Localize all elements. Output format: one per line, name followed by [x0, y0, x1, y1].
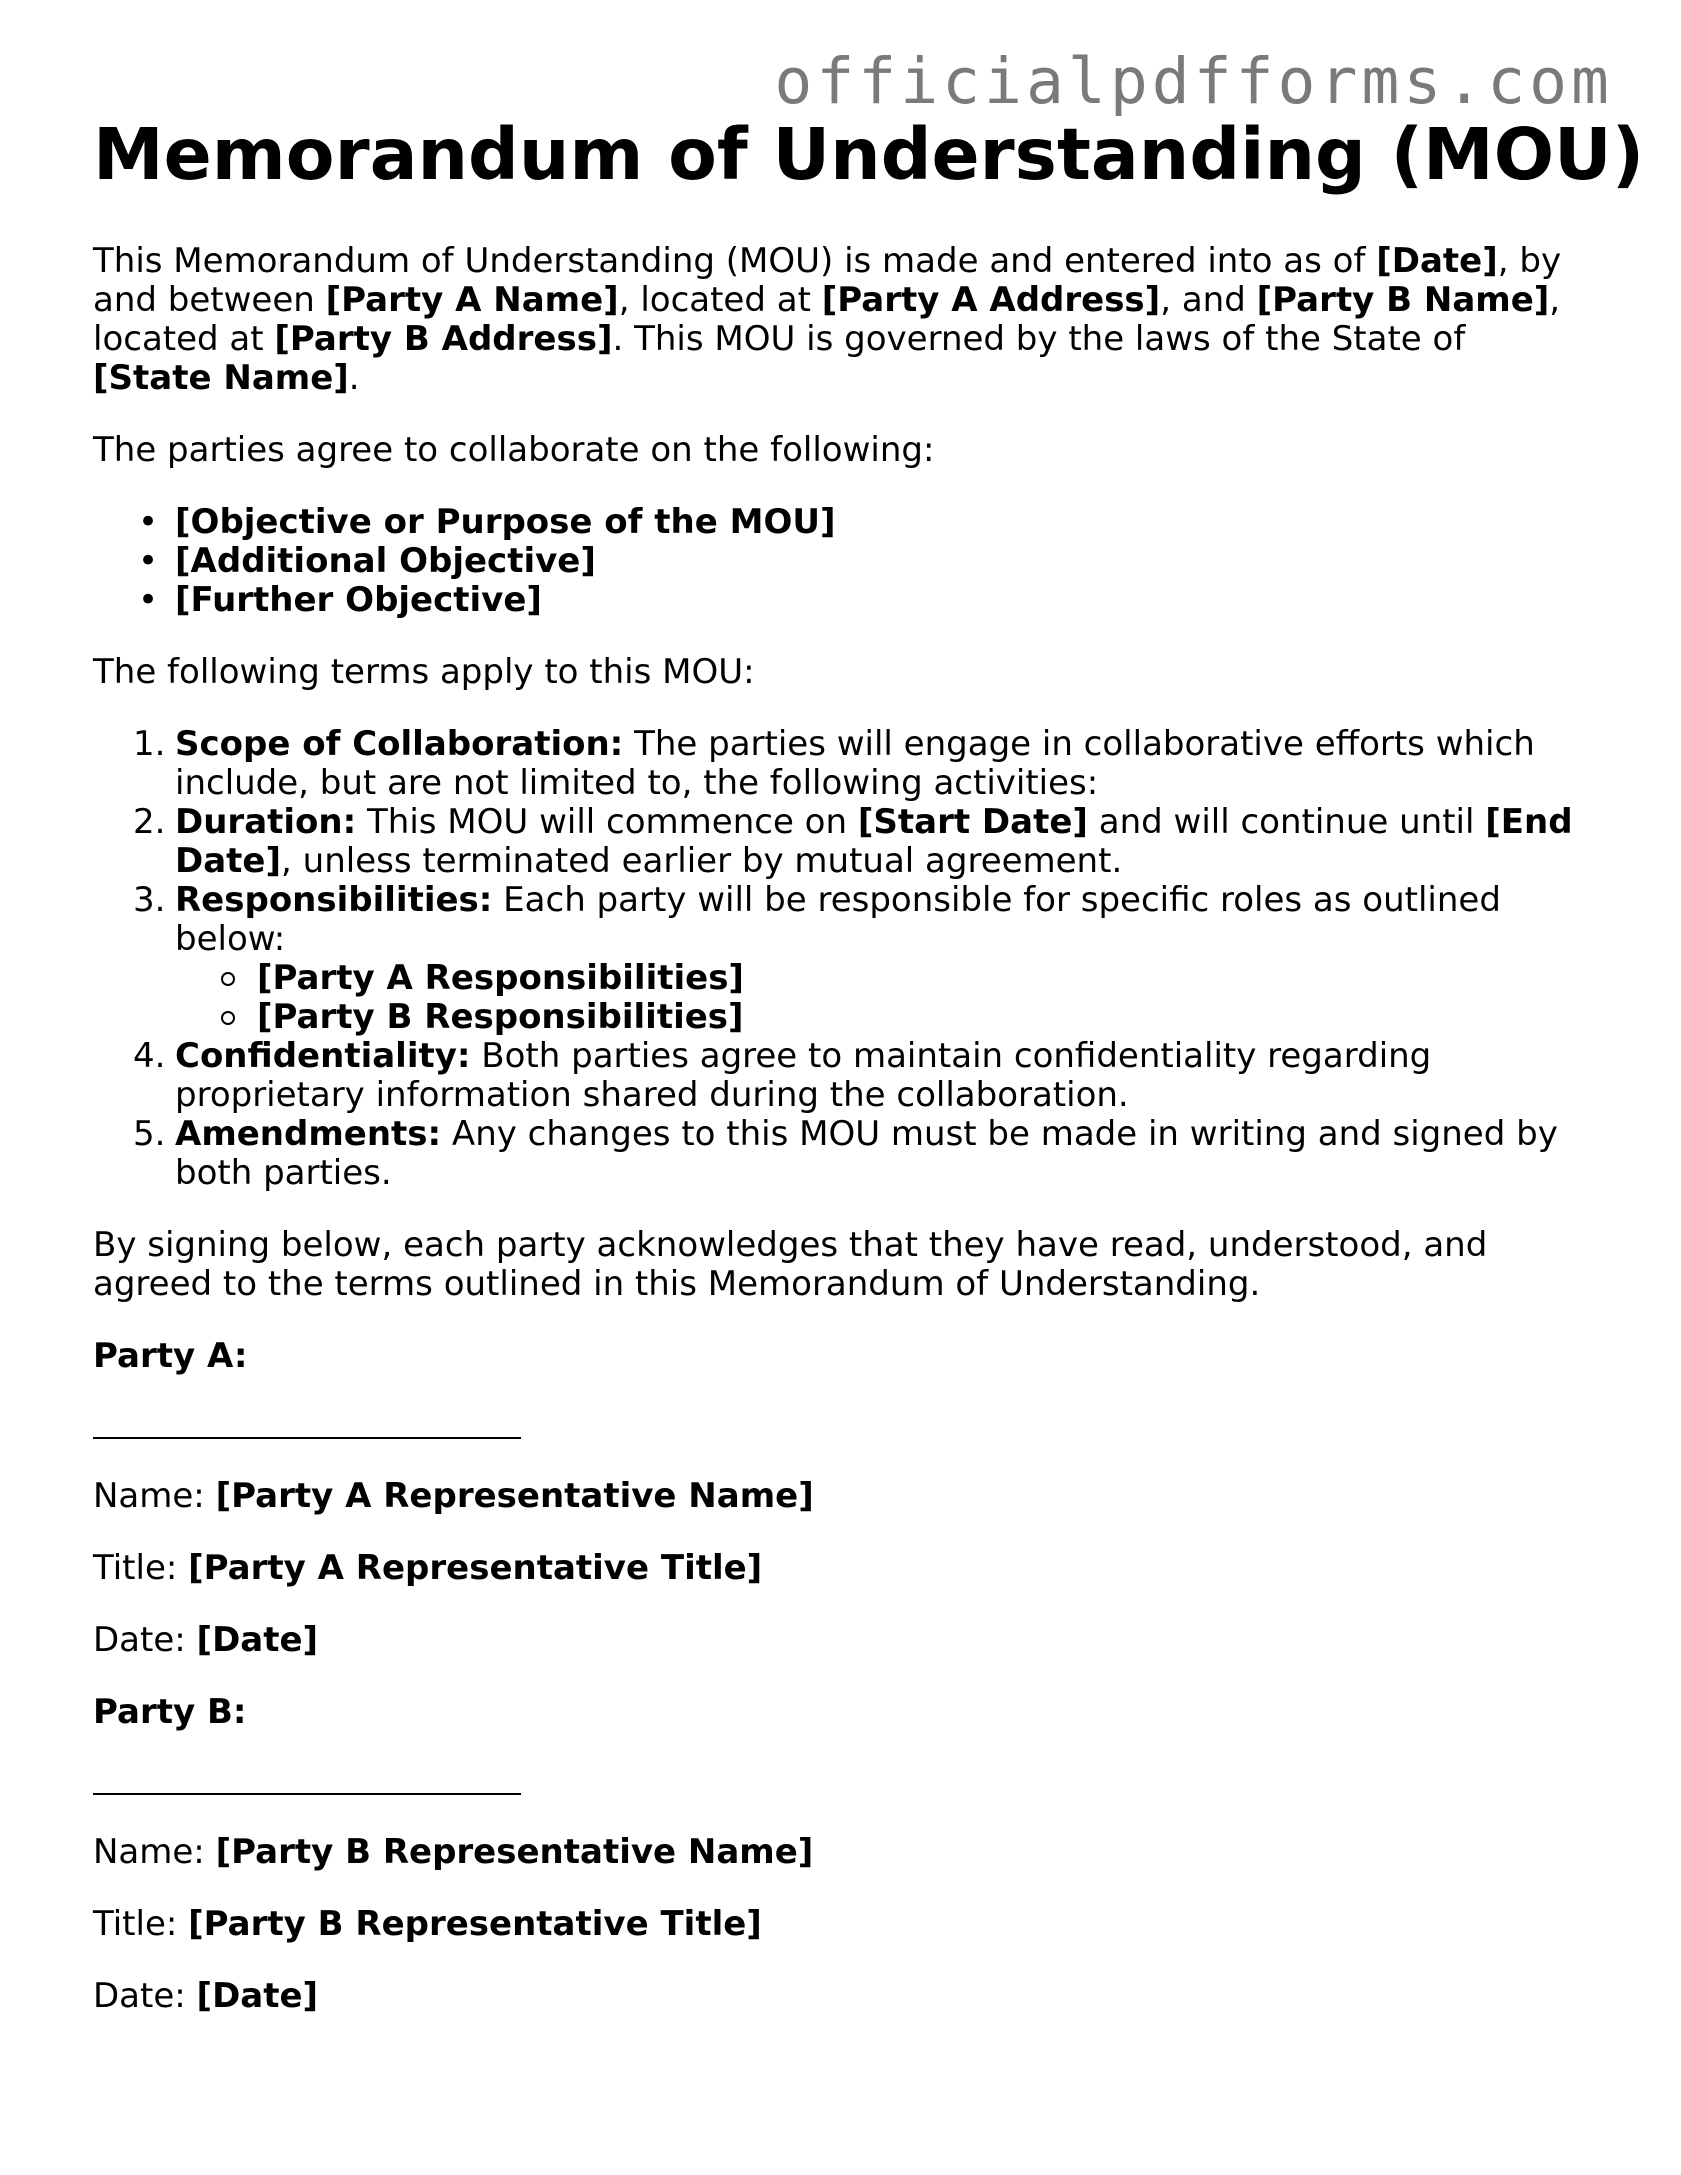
party-b-signature-block [93, 1693, 1593, 2016]
objectives-list [93, 503, 1593, 620]
party-a-address-placeholder: [Party A Address] [821, 280, 1161, 320]
end-date-placeholder: [End Date] [175, 802, 1573, 881]
watermark: officialpdfforms.com [774, 45, 1613, 118]
term-responsibilities: 3. Responsibilities: Each party will be responsible for specific roles as outlined below: [Party A Responsibilities] [Party B Responsibilities] [175, 881, 1593, 1037]
party-a-signature-line[interactable] [93, 1437, 521, 1439]
terms-list [93, 725, 1593, 1193]
party-a-title-row: Title: [Party A Representative Title] [93, 1548, 763, 1588]
party-a-heading: Party A: [93, 1336, 248, 1376]
list-item: • [Additional Objective] [175, 542, 1593, 581]
list-item: • [Further Objective] [175, 581, 1593, 620]
list-item: [Party A Responsibilities] [257, 959, 1593, 998]
party-b-signature-line[interactable] [93, 1793, 521, 1795]
collaboration-intro: The parties agree to collaborate on the following: [93, 430, 935, 470]
party-a-signature-block [93, 1337, 1593, 1660]
start-date-placeholder: [Start Date] [857, 802, 1088, 842]
party-a-name-placeholder: [Party A Name] [325, 280, 619, 320]
party-a-date-row: Date: [Date] [93, 1620, 319, 1660]
intro-paragraph: This Memorandum of Understanding (MOU) is made and entered into as of [Date], by and between [Party A Name], located at [Party A Address], and [Party B Name], located at [Party B Address]. This MOU is governed by the laws of the State of [State Name]. [93, 241, 1562, 398]
page-title: Memorandum of Understanding (MOU) [93, 113, 1645, 196]
party-b-heading: Party B: [93, 1692, 247, 1732]
party-b-title-row: Title: [Party B Representative Title] [93, 1904, 762, 1944]
date-placeholder: [Date] [1376, 241, 1498, 281]
closing-paragraph: By signing below, each party acknowledges that they have read, understood, and agreed to the terms outlined in this Memorandum of Understanding. [93, 1225, 1488, 1304]
term-scope: 1. Scope of Collaboration: The parties will engage in collaborative efforts which include, but are not limited to, the following activities: [133, 724, 1535, 803]
term-confidentiality: 4. Confidentiality: Both parties agree to maintain confidentiality regarding proprietary information shared during the collaboration. [133, 1036, 1432, 1115]
state-name-placeholder: [State Name] [93, 358, 349, 398]
responsibilities-list [175, 959, 1593, 1037]
list-item: [Party B Responsibilities] [257, 998, 1593, 1037]
party-a-name-row: Name: [Party A Representative Name] [93, 1476, 814, 1516]
term-duration: 2. Duration: This MOU will commence on [Start Date] and will continue until [End Date], unless terminated earlier by mutual agreement. [133, 802, 1573, 881]
party-b-name-placeholder: [Party B Name] [1256, 280, 1550, 320]
party-b-address-placeholder: [Party B Address] [274, 319, 613, 359]
party-b-date-row: Date: [Date] [93, 1976, 319, 2016]
list-item: • [Objective or Purpose of the MOU] [175, 503, 1593, 542]
party-b-name-row: Name: [Party B Representative Name] [93, 1832, 814, 1872]
terms-intro: The following terms apply to this MOU: [93, 652, 755, 692]
document-page [93, 112, 1645, 2049]
term-amendments: 5. Amendments: Any changes to this MOU must be made in writing and signed by both parties. [133, 1114, 1558, 1193]
